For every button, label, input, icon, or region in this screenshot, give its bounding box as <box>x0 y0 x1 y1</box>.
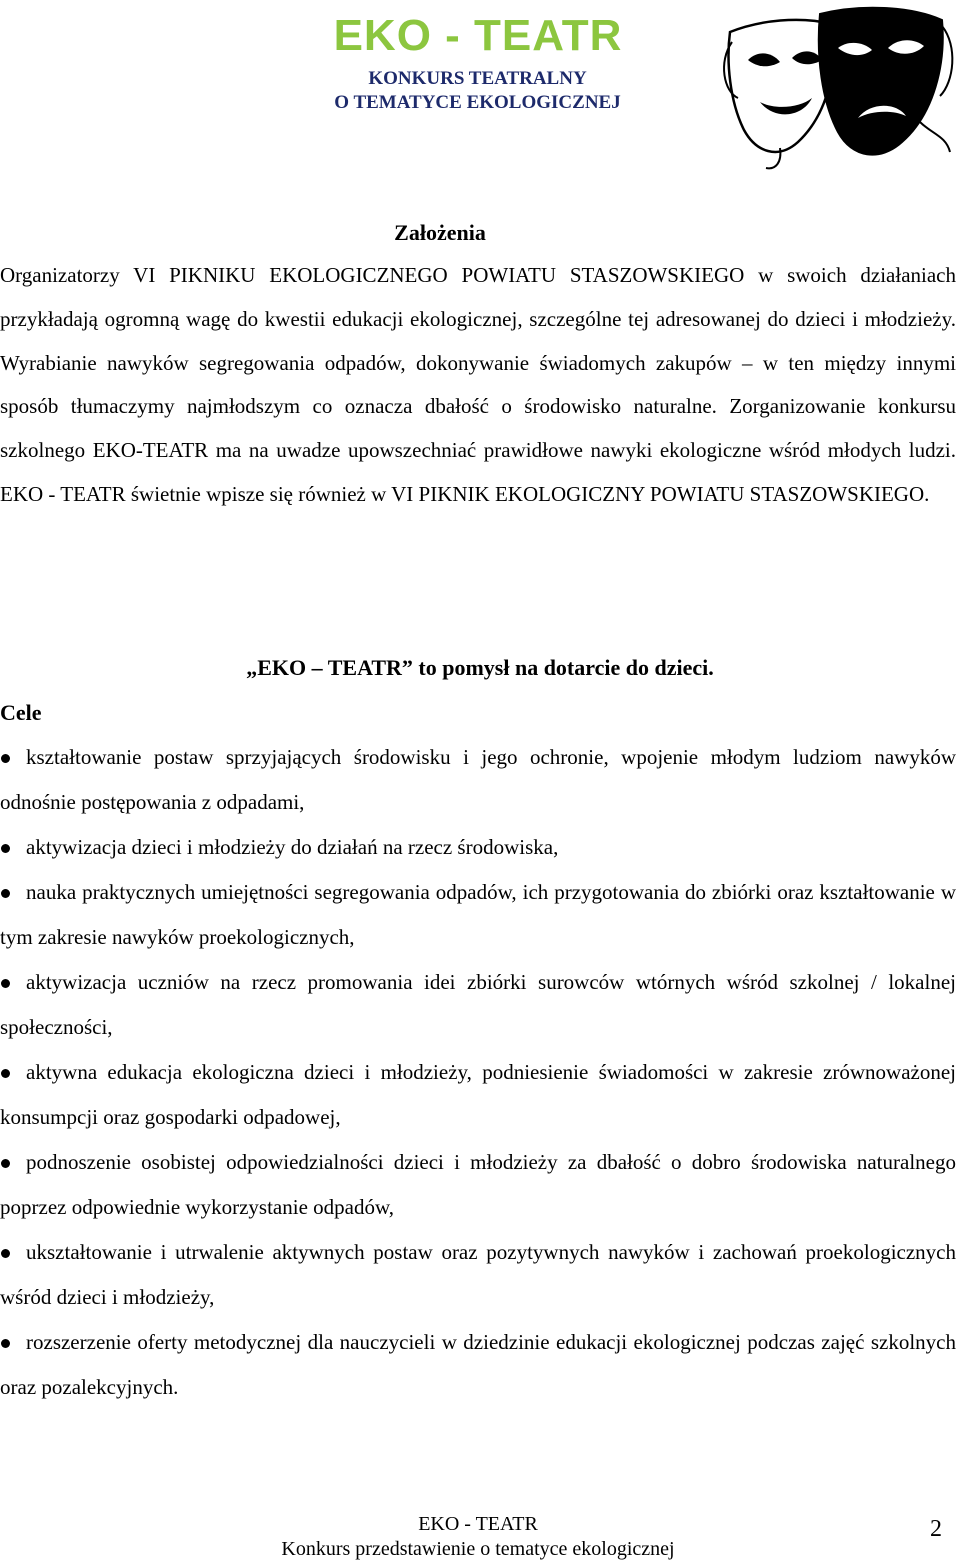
logo-subtitle-line2: O TEMATYCE EKOLOGICZNEJ <box>334 92 621 113</box>
goal-text: aktywizacja dzieci i młodzieży do działań na rzecz środowiska, <box>26 835 559 859</box>
goal-text: podnoszenie osobistej odpowiedzialności dzieci i młodzieży za dbałość o dobro środowiska naturalnego poprzez odpowiednie wykorzystanie odpadów, <box>0 1150 956 1219</box>
goals-heading: Cele <box>0 700 42 725</box>
list-item <box>0 1140 956 1230</box>
bullet-icon <box>1 979 10 988</box>
list-item <box>0 1050 956 1140</box>
bullet-icon <box>1 1339 10 1348</box>
footer-title: EKO - TEATR <box>418 1513 538 1535</box>
tragedy-mask-icon <box>819 8 953 155</box>
page-header <box>0 0 960 175</box>
list-item <box>0 1230 956 1320</box>
logo-subtitle-line1: KONKURS TEATRALNY <box>368 68 587 89</box>
list-item <box>0 870 956 960</box>
bullet-icon <box>1 889 10 898</box>
slogan: „EKO – TEATR” to pomysł na dotarcie do dzieci. <box>246 655 714 680</box>
theatre-masks-icon <box>720 2 960 172</box>
page-number: 2 <box>930 1516 942 1542</box>
bullet-icon <box>1 1159 10 1168</box>
comedy-mask-icon <box>724 20 834 168</box>
goal-text: nauka praktycznych umiejętności segregowania odpadów, ich przygotowania do zbiórki oraz kształtowanie w tym zakresie nawyków proekologicznych, <box>0 880 956 949</box>
footer-subtitle: Konkurs przedstawienie o tematyce ekologicznej <box>281 1538 675 1560</box>
bullet-icon <box>1 754 10 763</box>
list-item <box>0 960 956 1050</box>
goal-text: ukształtowanie i utrwalenie aktywnych postaw oraz pozytywnych nawyków i zachowań proekologicznych wśród dzieci i młodzieży, <box>0 1240 956 1309</box>
section-heading: Założenia <box>394 220 486 245</box>
bullet-icon <box>1 844 10 853</box>
goal-text: rozszerzenie oferty metodycznej dla nauczycieli w dziedzinie edukacji ekologicznej podczas zajęć szkolnych oraz pozalekcyjnych. <box>0 1330 956 1399</box>
goals-list <box>0 735 956 1410</box>
goal-text: aktywna edukacja ekologiczna dzieci i młodzieży, podniesienie świadomości w zakresie zrównoważonej konsumpcji oraz gospodarki odpadowej, <box>0 1060 956 1129</box>
logo-title: EKO - TEATR <box>333 11 623 60</box>
goal-text: aktywizacja uczniów na rzecz promowania idei zbiórki surowców wtórnych wśród szkolnej / lokalnej społeczności, <box>0 970 956 1039</box>
list-item <box>0 735 956 825</box>
bullet-icon <box>1 1069 10 1078</box>
intro-paragraph: Organizatorzy VI PIKNIKU EKOLOGICZNEGO POWIATU STASZOWSKIEGO w swoich działaniach przykładają ogromną wagę do kwestii edukacji ekologicznej, szczególne tej adresowanej do dzieci i młodzieży. Wyrabianie nawyków segregowania odpadów, dokonywanie świadomych zakupów – w ten między innymi sposób tłumaczymy najmłodszym co oznacza dbałość o środowisko naturalne. Zorganizowanie konkursu szkolnego EKO-TEATR ma na uwadze upowszechniać prawidłowe nawyki ekologiczne wśród młodych ludzi. EKO - TEATR świetnie wpisze się również w VI PIKNIK EKOLOGICZNY POWIATU STASZOWSKIEGO. <box>0 263 956 506</box>
list-item <box>0 825 956 870</box>
goal-text: kształtowanie postaw sprzyjających środowisku i jego ochronie, wpojenie młodym ludziom nawyków odnośnie postępowania z odpadami, <box>0 745 956 814</box>
list-item <box>0 1320 956 1410</box>
bullet-icon <box>1 1249 10 1258</box>
